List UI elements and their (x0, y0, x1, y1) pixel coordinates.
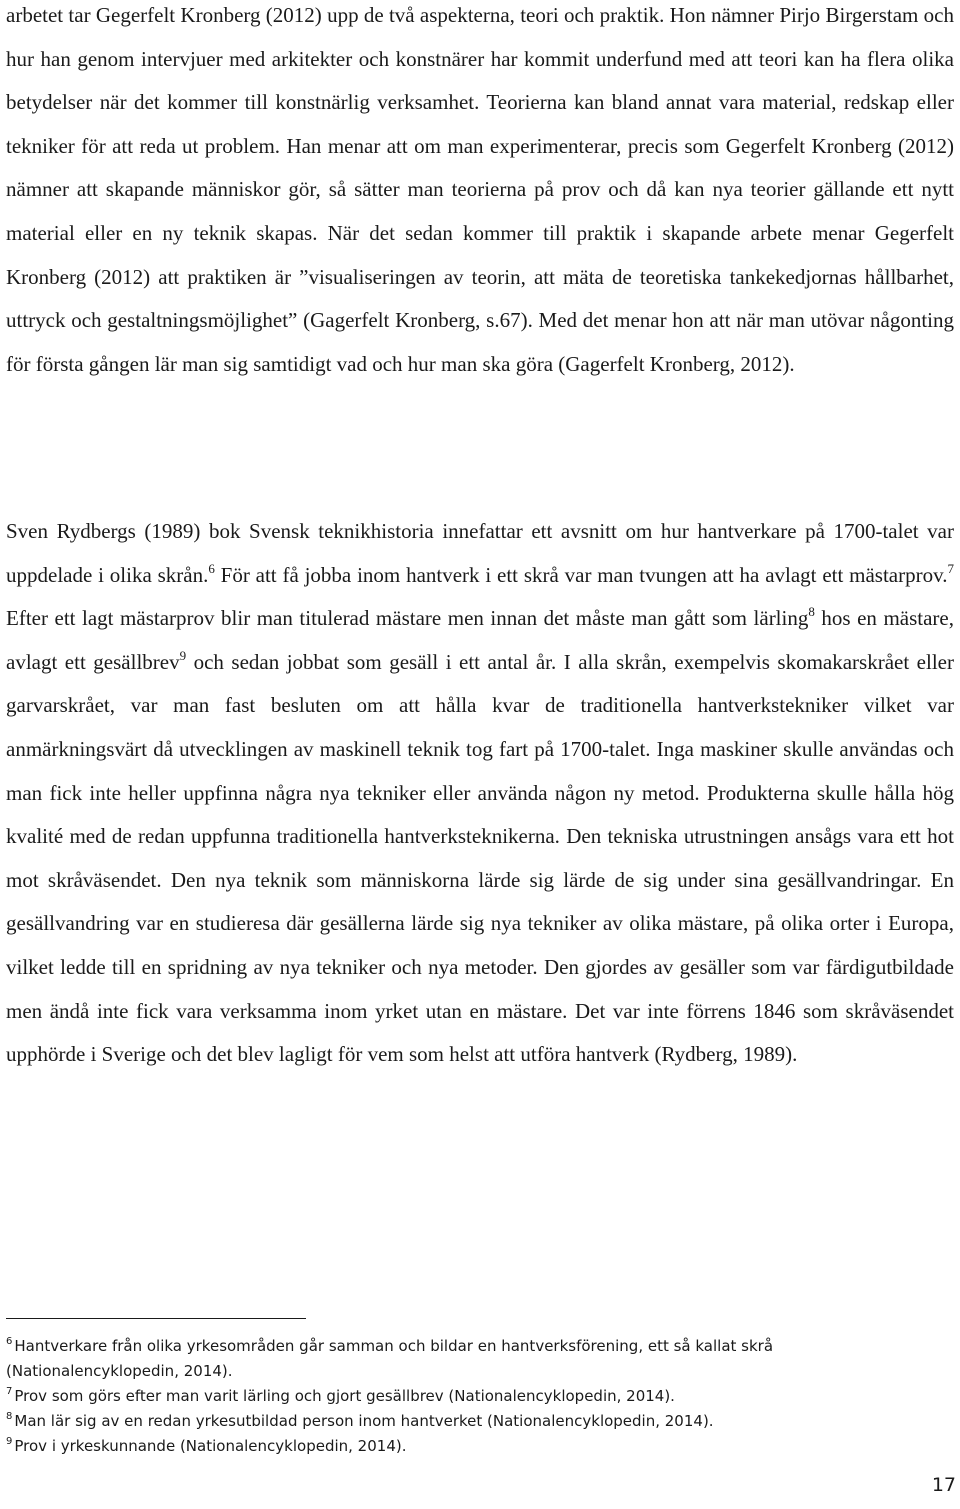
footnote-number: 6 (6, 1336, 13, 1347)
footnote-ref-9[interactable]: 9 (179, 647, 187, 663)
footnote-number: 7 (6, 1386, 13, 1397)
footnote-text: Man lär sig av en redan yrkesutbildad person inom hantverket (Nationalencyklopedin, 2014). (14, 1412, 714, 1430)
footnotes (6, 1334, 946, 1459)
paragraph-text: och sedan jobbat som gesäll i ett antal år. I alla skrån, exempelvis skomakarskrået eller garvarskrået, var man fast besluten om att hålla kvar de traditionella hantverkstekniker vilket var anmärkningsvärt då utvecklingen av maskinell teknik tog fart på 1700-talet. Inga maskiner skulle användas och man fick inte heller uppfinna några nya tekniker eller använda någon ny metod. Produkterna skulle hålla hög kvalité med de redan uppfunna traditionella hantverksteknikerna. Den tekniska utrustningen ansågs vara ett hot mot skråväsendet. Den nya teknik som människorna lärde sig lärde de sig under sina gesällvandringar. En gesällvandring var en studieresa där gesällerna lärde sig nya tekniker av olika mästare, på olika orter i Europa, vilket ledde till en spridning av nya tekniker och nya metoder. Den gjordes av gesäller som var färdigutbildade men ändå inte fick vara verksamma inom yrket utan en mästare. Det var inte förrens 1846 som skråväsendet upphörde i Sverige och det blev lagligt för vem som helst att utföra hantverk (Rydberg, 1989). (6, 649, 954, 1067)
footnote-separator (6, 1318, 306, 1319)
footnote-ref-7[interactable]: 7 (947, 560, 954, 576)
body-paragraph-1: arbetet tar Gegerfelt Kronberg (2012) upp de två aspekterna, teori och praktik. Hon nämner Pirjo Birgerstam och hur han genom intervjuer med arkitekter och konstnärer har kommit underfund med att teori kan ha flera olika betydelser när det kommer till konstnärlig verksamhet. Teorierna kan bland annat vara material, redskap eller tekniker för att reda ut problem. Han menar att om man experimenterar, precis som Gegerfelt Kronberg (2012) nämner att skapande människor gör, så sätter man teorierna på prov och då kan nya teorier gällande ett nytt material eller en ny teknik skapas. När det sedan kommer till praktik i skapande arbete menar Gegerfelt Kronberg (2012) att praktiken är ”visualiseringen av teorin, att mäta de teoretiska tankekedjornas hållbarhet, uttryck och gestaltningsmöjlighet” (Gagerfelt Kronberg, s.67). Med det menar hon att när man utövar någonting för första gången lär man sig samtidigt vad och hur man ska göra (Gagerfelt Kronberg, 2012). (6, 3, 954, 376)
footnote-8 (6, 1409, 946, 1434)
body-paragraph-2 (6, 510, 954, 1077)
footnote-text: Hantverkare från olika yrkesområden går samman och bildar en hantverksförening, ett så kallat skrå (Nationalencyklopedin, 2014). (6, 1337, 774, 1380)
paragraph-text: För att få jobba inom hantverk i ett skrå var man tvungen att ha avlagt ett mästarprov. (214, 562, 948, 587)
paragraph-text: hos en mästare, avlagt ett gesällbrev (6, 606, 954, 674)
footnote-ref-6[interactable]: 6 (208, 560, 215, 576)
paragraph-text: Sven Rydbergs (1989) bok Svensk teknikhistoria innefattar ett avsnitt om hur hantverkare på 1700-talet var uppdelade i olika skrån. (6, 519, 954, 587)
footnote-ref-8[interactable]: 8 (808, 604, 815, 620)
footnote-number: 8 (6, 1411, 13, 1422)
footnote-text: Prov i yrkeskunnande (Nationalencyklopedin, 2014). (14, 1437, 407, 1455)
footnote-text: Prov som görs efter man varit lärling och gjort gesällbrev (Nationalencyklopedin, 2014). (14, 1387, 675, 1405)
footnote-7 (6, 1384, 946, 1409)
footnote-9 (6, 1434, 946, 1459)
paragraph-text: Efter ett lagt mästarprov blir man titulerad mästare men innan det måste man gått som lärling (6, 606, 809, 631)
footnote-number: 9 (6, 1436, 13, 1447)
footnote-6 (6, 1334, 946, 1384)
page-number: 17 (931, 1474, 956, 1496)
